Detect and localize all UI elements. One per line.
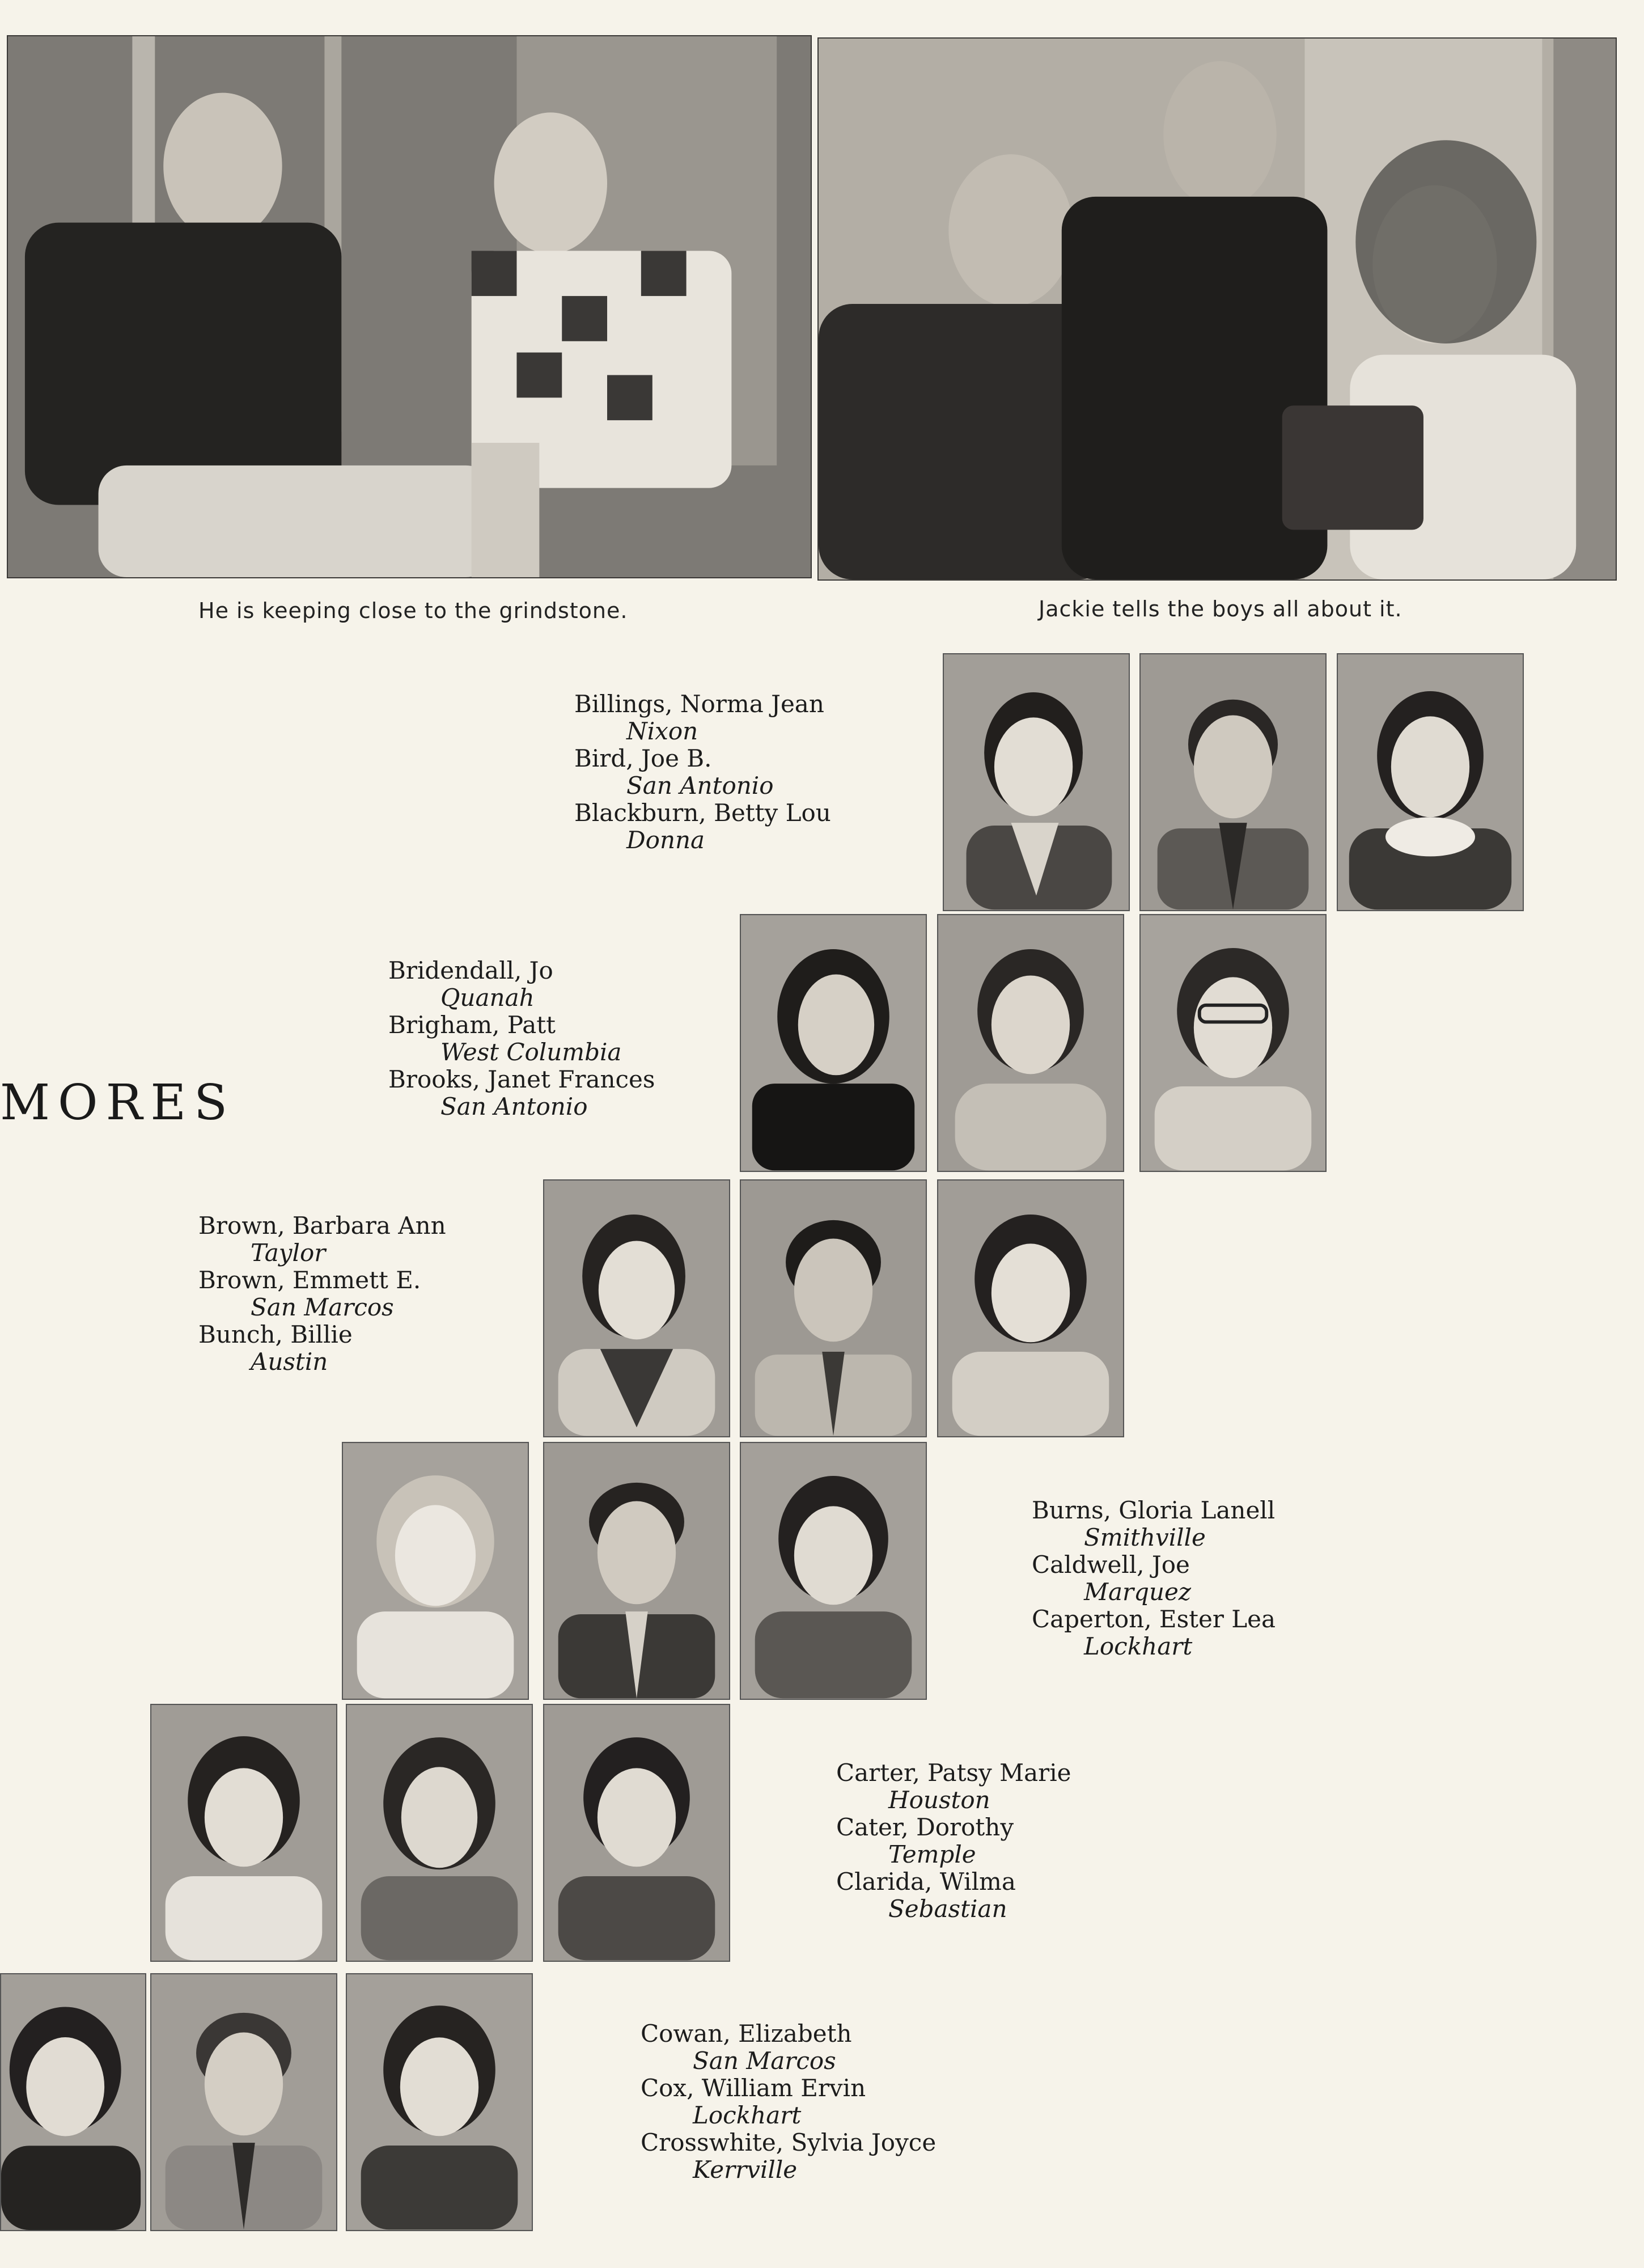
- student-name: Bunch, Billie: [198, 1321, 353, 1348]
- student-name: Blackburn, Betty Lou: [574, 799, 831, 827]
- student-town: Kerrville: [693, 2156, 798, 2184]
- student-name: Cater, Dorothy: [836, 1813, 1014, 1841]
- hallway-photo: [817, 37, 1617, 581]
- name-block-row-5: [836, 1759, 1071, 1923]
- student-name: Billings, Norma Jean: [574, 690, 824, 718]
- student-name: Caperton, Ester Lea: [1032, 1605, 1276, 1633]
- name-block-row-2: [388, 957, 655, 1120]
- student-name: Cowan, Elizabeth: [641, 2020, 852, 2047]
- student-name: Brown, Barbara Ann: [198, 1212, 446, 1239]
- hallway-caption: Jackie tells the boys all about it.: [1039, 596, 1403, 621]
- student-town: Lockhart: [1084, 1632, 1193, 1660]
- student-town: Donna: [626, 826, 705, 854]
- student-name: Bird, Joe B.: [574, 744, 712, 772]
- portrait-photo: [1139, 653, 1327, 911]
- student-town: San Marcos: [251, 1293, 394, 1321]
- student-town: Lockhart: [693, 2101, 802, 2129]
- student-name: Cox, William Ervin: [641, 2074, 866, 2102]
- student-name: Bridendall, Jo: [388, 957, 553, 984]
- student-town: Houston: [888, 1786, 990, 1814]
- portrait-photo: [150, 1704, 337, 1962]
- student-town: West Columbia: [440, 1038, 622, 1066]
- student-town: Smithville: [1084, 1524, 1206, 1551]
- name-block-row-4: [1032, 1497, 1276, 1660]
- student-name: Burns, Gloria Lanell: [1032, 1496, 1276, 1524]
- name-block-row-3: [198, 1212, 446, 1376]
- portrait-photo: [543, 1179, 730, 1437]
- student-name: Brooks, Janet Frances: [388, 1065, 655, 1093]
- student-town: Austin: [251, 1348, 328, 1376]
- portrait-photo: [937, 1179, 1124, 1437]
- student-town: Nixon: [626, 717, 698, 745]
- portrait-photo: [1139, 914, 1327, 1172]
- student-town: Marquez: [1084, 1578, 1192, 1606]
- student-town: Temple: [888, 1840, 976, 1868]
- name-block-row-6: [641, 2020, 936, 2184]
- student-name: Brown, Emmett E.: [198, 1266, 421, 1294]
- student-town: Quanah: [440, 984, 535, 1012]
- student-name: Clarida, Wilma: [836, 1868, 1016, 1895]
- portrait-photo: [1337, 653, 1524, 911]
- portrait-photo: [543, 1704, 730, 1962]
- portrait-photo: [0, 1973, 146, 2231]
- student-town: San Antonio: [626, 772, 774, 799]
- grindstone-photo: [7, 35, 812, 578]
- portrait-photo: [740, 914, 927, 1172]
- portrait-photo: [937, 914, 1124, 1172]
- grindstone-caption: He is keeping close to the grindstone.: [198, 598, 628, 623]
- section-title: MORES: [0, 1074, 236, 1131]
- student-name: Caldwell, Joe: [1032, 1551, 1190, 1579]
- student-town: Sebastian: [888, 1895, 1007, 1923]
- portrait-photo: [342, 1442, 529, 1700]
- student-name: Crosswhite, Sylvia Joyce: [641, 2129, 937, 2156]
- student-name: Brigham, Patt: [388, 1011, 556, 1039]
- portrait-photo: [346, 1704, 533, 1962]
- portrait-photo: [740, 1179, 927, 1437]
- student-town: San Antonio: [440, 1093, 588, 1120]
- portrait-photo: [543, 1442, 730, 1700]
- student-town: Taylor: [251, 1239, 326, 1267]
- portrait-photo: [943, 653, 1130, 911]
- student-town: San Marcos: [693, 2047, 836, 2075]
- portrait-photo: [150, 1973, 337, 2231]
- portrait-photo: [346, 1973, 533, 2231]
- student-name: Carter, Patsy Marie: [836, 1759, 1071, 1787]
- name-block-row-1: [574, 691, 831, 854]
- portrait-photo: [740, 1442, 927, 1700]
